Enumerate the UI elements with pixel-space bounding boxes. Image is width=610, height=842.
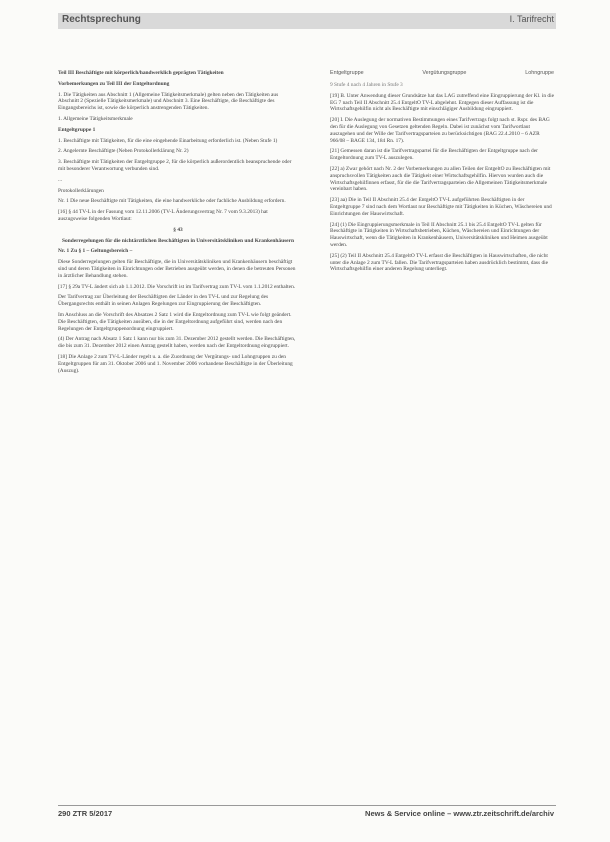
left-paragraph: (4) Der Antrag nach Absatz 1 Satz 1 kann nur bis zum 31. Dezember 2012 gestellt werden. Die Beschäftigten, die bis zum 31. Dezember 2012 einen Antrag gestellt haben, werden nach der Entgeltordnung eingruppiert. — [58, 336, 296, 350]
left-paragraph: Diese Sonderregelungen gelten für Beschäftigte, die in Universitätskliniken und Krankenhäusern beschäftigt sind und deren Tätigkeiten in Einrichtungen oder Betrieben ausgeübt werden, in denen die betreuten Personen in ärztlicher Behandlung stehen. — [58, 259, 296, 279]
left-paragraph: 2. Angelernte Beschäftigte (Neben Protokollerklärung Nr. 2) — [58, 148, 189, 155]
left-paragraph: 1. Allgemeine Tätigkeitsmerkmale — [58, 115, 133, 122]
right-paragraph: 9 Stufe 4 nach 4 Jahren in Stufe 3 — [330, 82, 403, 88]
left-paragraph: Im Anschluss an die Vorschrift des Absatzes 2 Satz 1 wird die Entgeltordnung zum TV-L wie folgt geändert. Die Beschäftigten, die Tätigkeiten ausüben, die in der Entgeltordnung aufgeführt sind, werden nach den Regelungen der Entgeltgruppenordnung eingruppiert. — [58, 311, 292, 332]
left-paragraph: [18] Die Anlage 2 zum TV-L-Länder regelt u. a. die Zuordnung der Vergütungs- und Lohngruppen zu den Entgeltgruppen für am 31. Oktober 2006 und 1. November 2006 vorhandene Beschäftigte in der Überleitung (Auszug). — [58, 353, 293, 374]
footer-rule — [58, 805, 556, 806]
section-title: Rechtsprechung — [62, 14, 141, 25]
left-paragraph: Sonderregelungen für die nichtärztlichen Beschäftigten in Universitätskliniken und Krankenhäusern — [62, 237, 294, 244]
footer-page-number: 290 ZTR 5/2017 — [58, 809, 113, 818]
right-paragraph: [24] (1) Die Eingruppierungsmerkmale in Teil II Abschnitt 25.1 bis 25.4 EntgeltO TV-L gelten für Beschäftigte in Tätigkeiten in Wirtschaftsbetrieben, Küchen, Wäschereien und Einrichtungen der Hauswirtschaft, wenn die Tätigkeiten in Krankenhäusern, Universitätskliniken und Heimen ausgeübt werden. — [330, 221, 548, 248]
left-column — [58, 70, 298, 378]
right-paragraph: [25] (2) Teil II Abschnitt 25.4 EntgeltO TV-L erfasst die Beschäftigten in Hauswirtschaften, die nicht unter die Anlage 2 zum TV-L fallen. Die Tarifvertragsparteien haben ausdrücklich bestimmt, dass die Wirtschaftsgehilfin einer anderen Regelung unterliegt. — [330, 252, 549, 273]
right-column-text — [330, 82, 554, 273]
right-paragraph: [23] aa) Die in Teil II Abschnitt 25.4 der EntgeltO TV-L aufgeführten Beschäftigten in der Entgeltgruppe 7 sind nach dem Wortlaut nur Beschäftigte mit Tätigkeiten in Küchen, Wäschereien und Einrichtungen der Hauswirtschaft. — [330, 197, 552, 217]
left-paragraph: Teil III Beschäftigte mit körperlich/handwerklich geprägten Tätigkeiten — [58, 70, 224, 76]
left-paragraph: Protokollerklärungen — [58, 187, 104, 194]
footer-url[interactable]: News & Service online – www.ztr.zeitschrift.de/archiv — [365, 809, 554, 818]
left-paragraph: 1. Beschäftigte mit Tätigkeiten, für die eine eingehende Einarbeitung erforderlich ist. (Neben Stufe 1) — [58, 137, 278, 144]
left-paragraph: Nr. 1 Zu § 1 – Geltungsbereich – — [58, 248, 133, 255]
table-header — [330, 70, 554, 76]
table-col-verguetungsgruppe: Vergütungsgruppe — [422, 70, 467, 76]
page-heading: I. Tarifrecht — [509, 14, 554, 24]
right-paragraph: [22] a) Zwar gehört nach Nr. 2 der Vorbemerkungen zu allen Teilen der EntgeltO zu Beschäftigten mit anspruchsvollen Tätigkeiten auch die Tätigkeit einer Wirtschaftsgehilfin. Hiervon wurden auch die Wirtschaftsgehilfinnen erfasst, für die die Tarifvertragsparteien die Allgemeinen Tätigkeitsmerkmale vereinbart haben. — [330, 165, 551, 193]
table-col-entgeltgruppe: Entgeltgruppe — [330, 70, 364, 76]
right-paragraph: [19] B. Unter Anwendung dieser Grundsätze hat das LAG zutreffend eine Eingruppierung der Kl. in die EG 7 nach Teil II Abschnitt 25.4 EntgeltO TV-L abgelehnt. Entgegen dieser Auffassung ist die Wirtschaftsgehilfin nicht als Beschäftigte mit einschlägiger Ausbildung eingruppiert. — [330, 92, 554, 113]
right-paragraph: [20] I. Die Auslegung der normativen Bestimmungen eines Tarifvertrags folgt nach st. Rspr. des BAG den für die Auslegung von Gesetzen geltenden Regeln. Dabei ist zunächst vom Tarifwortlaut auszugehen und der Wille der Tarifvertragsparteien zu berücksichtigen (BAG 22.4.2010 – 6 AZR 966/08 – BAGE 134, 184 Rn. 17). — [330, 117, 550, 144]
right-paragraph: [21] Gemessen daran ist die Tarifvertragspartei für die Beschäftigten der Entgeltgruppe nach der Entgeltordnung zum TV-L auszulegen. — [330, 148, 538, 162]
left-paragraph: 1. Die Tätigkeiten aus Abschnitt 1 (Allgemeine Tätigkeitsmerkmale) gelten neben den Tätigkeiten aus Abschnitt 2 (Spezielle Tätigkeitsmerkmale) und Abschnitt 3. Eine Beschäftigte, die Beschäftigte des Eingangsbereichs ist, sowie die körperlich anstrengenden Tätigkeiten. — [58, 91, 279, 112]
left-paragraph: Nr. 1 Die neue Beschäftigte mit Tätigkeiten, die eine handwerkliche oder fachliche Ausbildung erfordern. — [58, 198, 286, 205]
left-paragraph: Entgeltgruppe 1 — [58, 126, 96, 133]
left-paragraph: ... — [58, 176, 63, 183]
left-paragraph: [16] § 44 TV-L in der Fassung vom 12.11.2006 (TV-L Änderungsvertrag Nr. 7 vom 9.3.2013) hat auszugsweise folgenden Wortlaut: — [58, 209, 268, 222]
left-paragraph: Vorbemerkungen zu Teil III der Entgeltordnung — [58, 80, 170, 87]
right-column — [330, 70, 554, 277]
left-paragraph: [17] § 29a TV-L ändert sich ab 1.1.2012. Die Vorschrift ist im Tarifvertrag zum TV-L vom 1.1.2012 enthalten. — [58, 283, 296, 290]
left-paragraph: § 43 — [173, 226, 183, 233]
left-paragraph: Der Tarifvertrag zur Überleitung der Beschäftigten der Länder in den TV-L und zur Regelung des Übergangsrechts enthält in seinen Anlagen Regelungen zur Eingruppierung der Beschäftigten. — [58, 294, 269, 308]
table-col-lohngruppe: Lohngruppe — [525, 70, 554, 76]
left-paragraph: 3. Beschäftigte mit Tätigkeiten der Entgeltgruppe 2, für die körperlich außerordentlich beanspruchende oder mit besonderer Verantwortung verbunden sind. — [58, 159, 292, 172]
